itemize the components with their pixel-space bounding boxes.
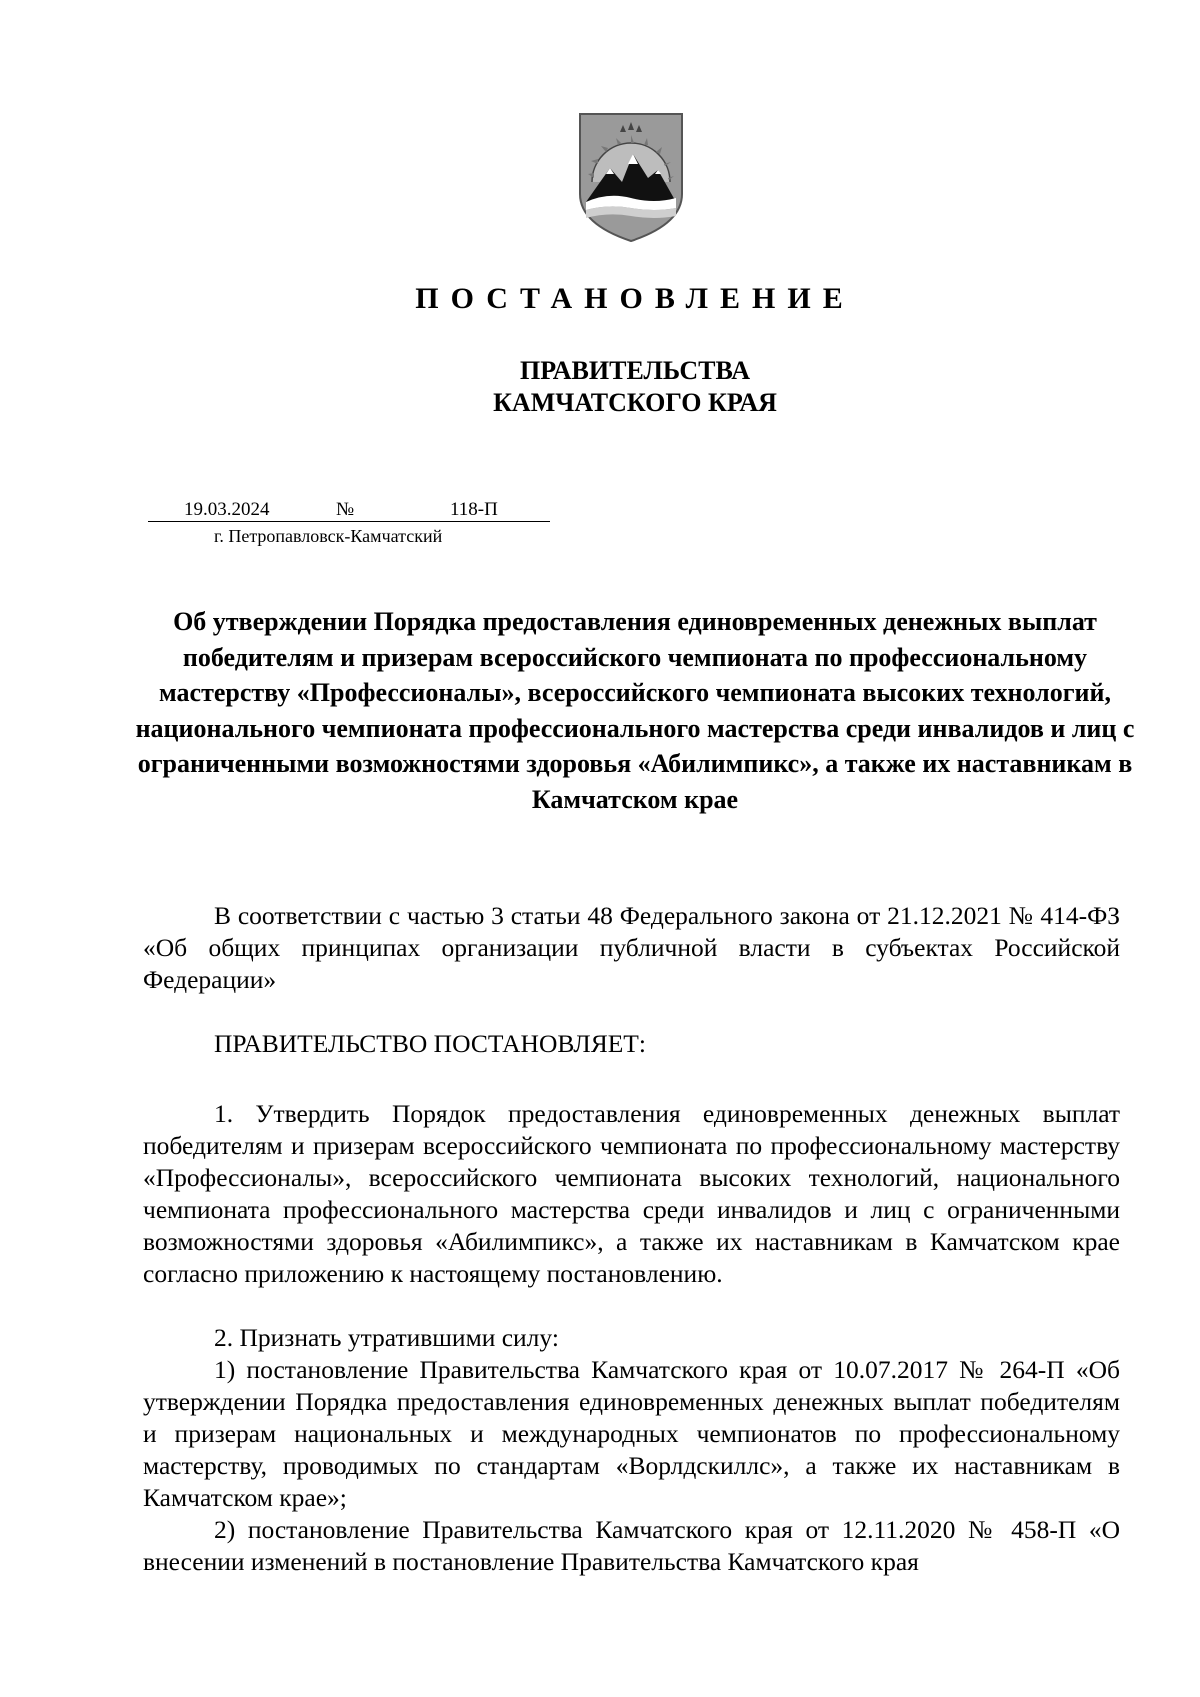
document-type-heading: ПОСТАНОВЛЕНИЕ <box>415 282 855 315</box>
number-field <box>367 495 550 522</box>
resolves-heading: ПРАВИТЕЛЬСТВО ПОСТАНОВЛЯЕТ: <box>214 1029 646 1058</box>
item-2-paragraph: 2. Признать утратившими силу: <box>214 1323 559 1352</box>
number-sign-field <box>333 495 367 522</box>
legal-basis-paragraph: В соответствии с частью 3 статьи 48 Федерального закона от 21.12.2021 № 414-ФЗ «Об общих принципах организации публичной власти в субъектах Российской Федерации» <box>143 901 1120 994</box>
item-2-1-paragraph: 1) постановление Правительства Камчатского края от 10.07.2017 № 264-П «Об утверждении Порядка предоставления единовременных денежных выплат победителям и призерам национальных и международных чемпионатов по профессиональному мастерству, проводимых по стандартам «Ворлдскиллс», а также их наставникам в Камчатском крае»; <box>143 1355 1120 1512</box>
document-city: г. Петропавловск-Камчатский <box>214 526 443 546</box>
issuer-line-1: ПРАВИТЕЛЬСТВА <box>520 356 750 385</box>
document-title: Об утверждении Порядка предоставления единовременных денежных выплат победителям и призерам всероссийского чемпионата по профессиональному мастерству «Профессионалы», всероссийского чемпионата высоких технологий, национального чемпионата профессионального мастерства среди инвалидов и лиц с ограниченными возможностями здоровья «Абилимпикс», а также их наставникам в Камчатском крае <box>135 607 1135 814</box>
coat-of-arms-icon <box>578 112 684 243</box>
document-number: 118-П <box>450 499 498 520</box>
date-field <box>148 495 333 522</box>
item-1-paragraph: 1. Утвердить Порядок предоставления единовременных денежных выплат победителям и призерам всероссийского чемпионата по профессиональному мастерству «Профессионалы», всероссийского чемпионата высоких технологий, национального чемпионата профессионального мастерства среди инвалидов и лиц с ограниченными возможностями здоровья «Абилимпикс», а также их наставникам в Камчатском крае согласно приложению к настоящему постановлению. <box>143 1099 1120 1288</box>
number-sign: № <box>336 499 355 520</box>
item-2-2-paragraph: 2) постановление Правительства Камчатского края от 12.11.2020 № 458-П «О внесении изменений в постановление Правительства Камчатского края <box>143 1515 1120 1576</box>
document-date: 19.03.2024 <box>184 499 270 520</box>
issuer-line-2: КАМЧАТСКОГО КРАЯ <box>493 388 777 417</box>
